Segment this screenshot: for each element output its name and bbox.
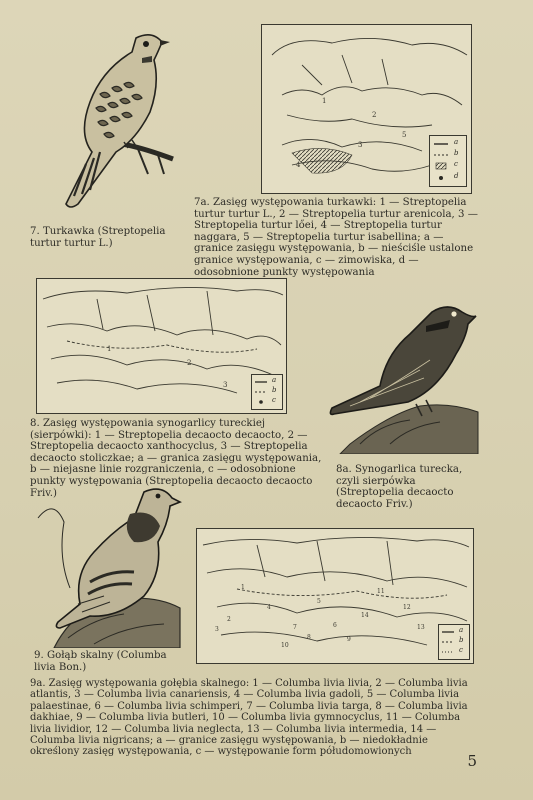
figure-9-caption xyxy=(34,650,184,673)
legend-symbols xyxy=(430,136,466,186)
legend-label-c: c xyxy=(454,160,458,168)
svg-text:9: 9 xyxy=(347,636,351,643)
rock-dove-illustration xyxy=(34,478,184,648)
legend-label-a: a xyxy=(272,376,277,384)
legend-label-c: c xyxy=(459,646,463,654)
range-map-drawing xyxy=(37,279,286,413)
figure-9a-caption xyxy=(30,678,475,758)
figure-7a-caption xyxy=(194,197,479,278)
svg-text:12: 12 xyxy=(403,604,411,611)
legend-label-b: b xyxy=(272,386,277,394)
legend-symbols xyxy=(252,375,282,409)
range-map-drawing xyxy=(197,529,473,663)
turtle-dove-illustration xyxy=(38,24,180,216)
map-legend xyxy=(429,135,467,187)
svg-text:1: 1 xyxy=(322,97,327,105)
collared-dove-illustration xyxy=(320,294,480,454)
legend-label-b: b xyxy=(459,636,464,644)
rock-dove-range-map xyxy=(196,528,474,664)
figure-8a-caption xyxy=(336,464,466,510)
svg-text:3: 3 xyxy=(223,381,228,389)
caption-text: 9a. Zasięg występowania gołębia skalnego: 1 — Columba livia livia, 2 — Columba livia atlantis, 3 — Columba livia canariensis, 4 — Columba livia gadoli, 5 — Columba livia palaestinae, 6 — Columba livia schimperi, 7 — Columba livia targa, 8 — Columba livia dakhiae, 9 — Columba livia butleri, 10 — Columba livia gymnocyclus, 11 — Columba livia lividior, 12 — Columba livia neglecta, 13 — Columba livia intermedia, 14 — Columba livia nigricans; a — granice zasięgu występowania, b — niedokładnie określony zasięg występowania, c — występowanie form półudomowionych xyxy=(30,678,468,758)
caption-text: 7a. Zasięg występowania turkawki: 1 — Streptopelia turtur turtur L., 2 — Streptopelia turtur arenicola, 3 — Streptopelia turtur lőei, 4 — Streptopelia turtur naggara, 5 — Streptopelia turtur isabellina; a — granice zasięgu występowania, b — nieściśle ustalone granice występowania, c — zimowiska, d — odosobnione punkty występowania xyxy=(194,197,478,278)
svg-text:2: 2 xyxy=(187,359,192,367)
svg-text:5: 5 xyxy=(317,598,321,605)
legend-label-c: c xyxy=(272,396,276,404)
legend-label-d: d xyxy=(454,172,459,180)
svg-text:13: 13 xyxy=(417,624,425,631)
svg-text:1: 1 xyxy=(107,345,112,353)
svg-text:10: 10 xyxy=(281,642,289,649)
svg-text:3: 3 xyxy=(358,141,363,149)
page-number: 5 xyxy=(467,752,477,770)
svg-text:1: 1 xyxy=(241,584,245,591)
svg-text:3: 3 xyxy=(215,626,219,633)
svg-text:7: 7 xyxy=(293,624,297,631)
svg-text:6: 6 xyxy=(333,622,337,629)
figure-7-caption xyxy=(30,226,190,249)
svg-text:2: 2 xyxy=(227,616,231,623)
collared-dove-range-map xyxy=(36,278,287,414)
svg-text:4: 4 xyxy=(296,161,301,169)
map-legend xyxy=(438,624,470,660)
svg-text:4: 4 xyxy=(267,604,271,611)
legend-label-a: a xyxy=(459,626,464,634)
svg-text:2: 2 xyxy=(372,111,377,119)
svg-text:5: 5 xyxy=(402,131,407,139)
caption-text: 9. Gołąb skalny (Columba livia Bon.) xyxy=(34,650,167,673)
legend-label-a: a xyxy=(454,138,459,146)
svg-text:14: 14 xyxy=(361,612,369,619)
caption-text: 8a. Synogarlica turecka, czyli sierpówka (Streptopelia decaocto decaocto Friv.) xyxy=(336,464,463,510)
map-legend xyxy=(251,374,283,410)
caption-text: 7. Turkawka (Streptopelia turtur turtur L.) xyxy=(30,226,166,249)
caption-text: 8. Zasięg występowania synogarlicy tureckiej (sierpówki): 1 — Streptopelia decaocto decaocto, 2 — Streptopelia decaocto xanthocyclus, 3 — Streptopelia decaocto stoliczkae; a — granica zasięgu występowania, b — niejasne linie rozgraniczenia, c — odosobnione punkty występowania (Streptopelia decaocto decaocto Friv.) xyxy=(30,418,322,499)
legend-label-b: b xyxy=(454,149,459,157)
svg-text:8: 8 xyxy=(307,634,311,641)
turtle-dove-range-map xyxy=(261,24,472,194)
legend-symbols xyxy=(439,625,469,659)
svg-text:11: 11 xyxy=(377,588,385,595)
